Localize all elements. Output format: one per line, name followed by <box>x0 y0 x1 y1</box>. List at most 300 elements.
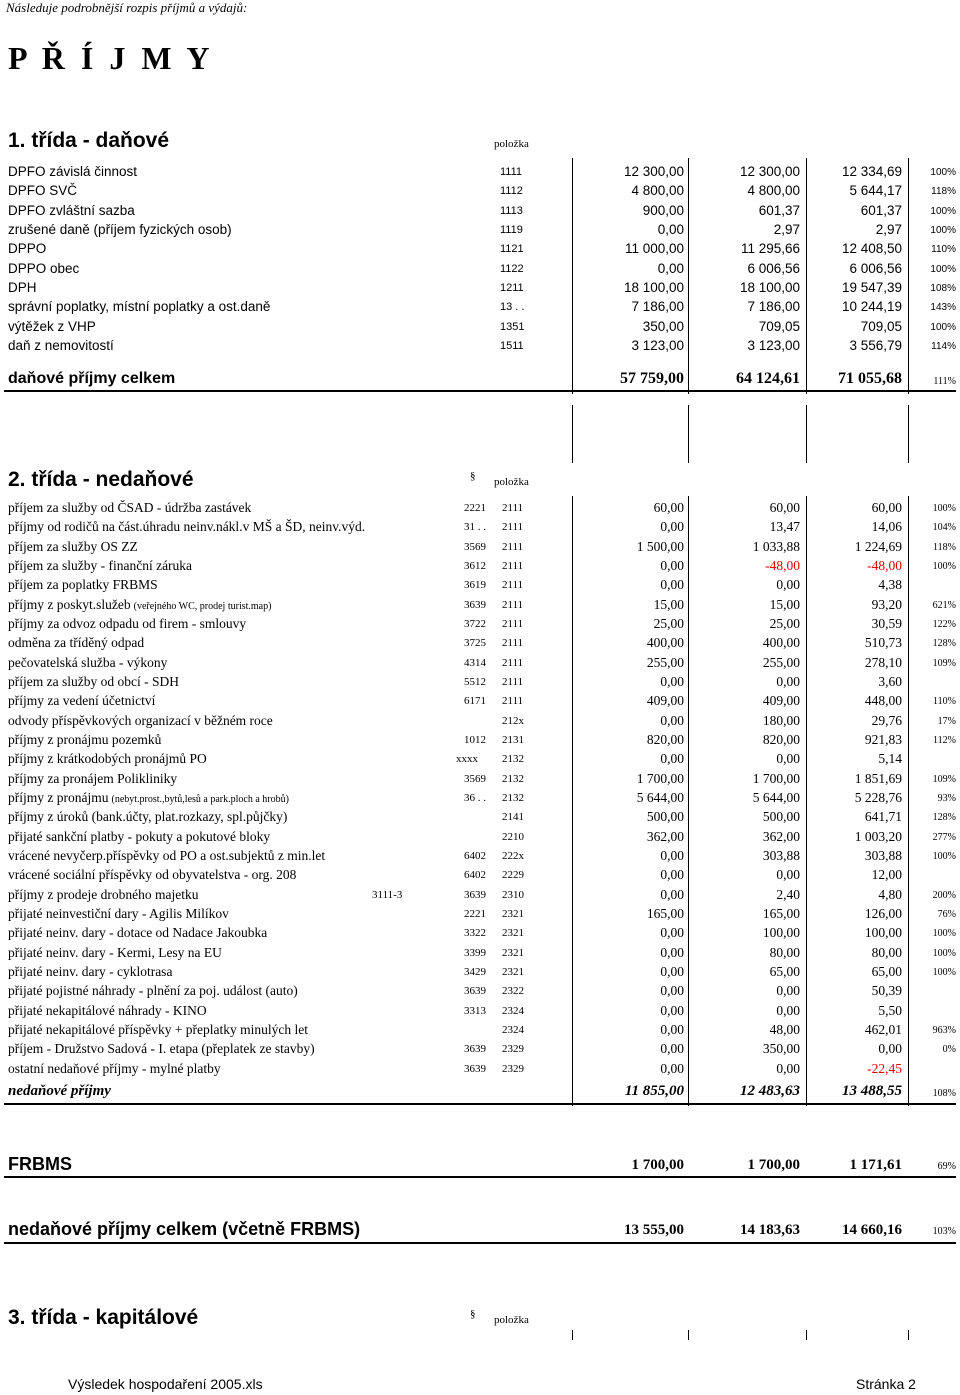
table-row <box>0 319 960 338</box>
frbms-value-3: 1 171,61 <box>849 1157 902 1173</box>
section-1-polozka-header: položka <box>494 138 529 150</box>
value-adjusted: 709,05 <box>758 318 800 334</box>
row-label: přijaté neinv. dary - dotace od Nadace Jakoubka <box>8 925 268 941</box>
column-divider <box>572 1330 573 1340</box>
row-label: DPFO SVČ <box>8 183 78 199</box>
total-incl-label: nedaňové příjmy celkem (včetně FRBMS) <box>8 1219 361 1239</box>
value-actual: 10 244,19 <box>841 299 902 315</box>
value-budget: 0,00 <box>660 712 684 728</box>
extra-code: 3111-3 <box>372 888 403 901</box>
percent-fulfilled: 621% <box>932 599 956 611</box>
row-label: přijaté pojistné náhrady - plnění za poj. událost (auto) <box>8 983 298 999</box>
value-adjusted: 25,00 <box>769 615 800 631</box>
value-actual: 19 547,39 <box>841 280 902 296</box>
row-label: příjmy z poskyt.služeb <box>8 596 131 612</box>
table-row <box>0 655 960 674</box>
value-budget: 60,00 <box>653 500 684 515</box>
percent-fulfilled: 109% <box>932 773 956 785</box>
percent-fulfilled: 100% <box>932 850 956 862</box>
paragraph-code: 2221 <box>464 502 486 514</box>
row-label-group <box>8 790 289 806</box>
value-budget: 400,00 <box>646 635 684 651</box>
polozka-code: 2321 <box>502 907 524 920</box>
table-row <box>0 1041 960 1060</box>
footer-filename: Výsledek hospodaření 2005.xls <box>68 1376 263 1392</box>
paragraph-code: 3399 <box>464 946 486 959</box>
total-value-3: 13 488,55 <box>842 1083 902 1099</box>
polozka-code: 2131 <box>502 733 524 746</box>
total-value-2: 12 483,63 <box>740 1083 800 1099</box>
value-actual: 1 851,69 <box>854 770 902 786</box>
percent-fulfilled: 122% <box>932 618 956 630</box>
row-label: správní poplatky, místní poplatky a ost.daně <box>8 299 271 315</box>
polozka-code: 2321 <box>502 946 524 959</box>
value-adjusted: 60,00 <box>769 500 800 515</box>
total-value-2: 64 124,61 <box>736 370 800 387</box>
value-adjusted: 65,00 <box>769 963 800 979</box>
column-divider <box>572 496 573 1106</box>
paragraph-code: 3639 <box>464 985 486 998</box>
table-row <box>0 500 960 519</box>
value-actual: 3,60 <box>878 673 902 689</box>
value-budget: 165,00 <box>646 905 684 921</box>
value-budget: 0,00 <box>660 751 684 767</box>
row-label: ostatní nedaňové příjmy - mylné platby <box>8 1060 221 1076</box>
value-actual: 0,00 <box>878 1041 902 1057</box>
polozka-code: 2111 <box>502 695 524 708</box>
total-incl-frbms-row <box>0 1219 960 1241</box>
value-actual: 921,83 <box>864 731 902 747</box>
table-row <box>0 635 960 654</box>
value-budget: 5 644,00 <box>636 789 684 805</box>
paragraph-code: 3612 <box>464 559 486 572</box>
column-divider <box>688 1330 689 1340</box>
row-label-note: (veřejného WC, prodej turist.map) <box>133 600 272 612</box>
value-actual: 5,50 <box>878 1002 902 1018</box>
row-label: příjmy z úroků (bank.účty, plat.rozkazy, spl.půjčky) <box>8 809 288 825</box>
row-label: daň z nemovitostí <box>8 338 114 354</box>
row-label: DPFO závislá činnost <box>8 164 138 179</box>
value-actual: 6 006,56 <box>849 260 902 276</box>
value-actual: 60,00 <box>871 500 902 515</box>
value-budget: 0,00 <box>660 847 684 863</box>
polozka-code: 1211 <box>500 282 524 295</box>
row-label: příjem za služby od ČSAD - údržba zastávek <box>8 500 252 515</box>
polozka-code: 2132 <box>502 772 524 785</box>
polozka-code: 1511 <box>500 340 524 353</box>
value-adjusted: 0,00 <box>776 867 800 883</box>
polozka-code: 2111 <box>502 502 524 514</box>
polozka-code: 2132 <box>502 791 524 804</box>
paragraph-code: 3322 <box>464 927 486 940</box>
column-divider <box>806 1330 807 1340</box>
polozka-code: 2229 <box>502 869 524 882</box>
polozka-code: 1119 <box>500 224 523 237</box>
value-actual: 29,76 <box>871 712 902 728</box>
paragraph-code: 2221 <box>464 907 486 920</box>
table-row <box>0 867 960 886</box>
percent-fulfilled: 0% <box>942 1044 956 1056</box>
column-divider <box>806 405 807 463</box>
value-adjusted: 2,40 <box>776 886 800 902</box>
paragraph-code: 4314 <box>464 656 486 669</box>
total-percent: 108% <box>932 1088 956 1099</box>
table-row <box>0 1003 960 1022</box>
value-actual: 3 556,79 <box>849 338 902 354</box>
row-label: příjmy od rodičů na část.úhradu neinv.nákl.v MŠ a ŠD, neinv.výd. <box>8 519 366 535</box>
table-row <box>0 597 960 616</box>
column-divider <box>908 158 909 394</box>
paragraph-code: 6402 <box>464 869 486 882</box>
value-budget: 7 186,00 <box>631 299 684 315</box>
percent-fulfilled: 17% <box>937 715 956 727</box>
column-divider <box>572 158 573 394</box>
value-budget: 1 500,00 <box>636 538 684 554</box>
footer-page-number: Stránka 2 <box>856 1376 916 1392</box>
percent-fulfilled: 100% <box>930 225 956 237</box>
value-adjusted: -48,00 <box>765 557 800 573</box>
frbms-row <box>0 1154 960 1176</box>
paragraph-code: 6171 <box>464 695 486 708</box>
value-budget: 820,00 <box>646 731 684 747</box>
value-adjusted: 400,00 <box>762 635 800 651</box>
value-adjusted: 0,00 <box>776 577 800 593</box>
value-actual: 12 408,50 <box>841 241 902 257</box>
row-label: zrušené daně (příjem fyzických osob) <box>8 222 232 238</box>
table-row <box>0 809 960 828</box>
value-adjusted: 0,00 <box>776 983 800 999</box>
percent-fulfilled: 100% <box>932 928 956 940</box>
value-adjusted: 500,00 <box>762 809 800 825</box>
polozka-code: 2324 <box>502 1004 524 1017</box>
value-adjusted: 180,00 <box>762 712 800 728</box>
value-actual: 30,59 <box>871 615 902 631</box>
table-row <box>0 261 960 280</box>
value-budget: 4 800,00 <box>631 183 684 199</box>
percent-fulfilled: 100% <box>930 167 956 178</box>
polozka-code: 2111 <box>502 521 524 534</box>
table-row <box>0 164 960 183</box>
polozka-code: 2321 <box>502 927 524 940</box>
paragraph-code: xxxx <box>456 753 478 766</box>
value-adjusted: 1 033,88 <box>752 538 800 554</box>
table-row <box>0 771 960 790</box>
row-label: DPFO zvláštní sazba <box>8 202 135 218</box>
value-adjusted: 165,00 <box>762 905 800 921</box>
percent-fulfilled: 100% <box>932 947 956 959</box>
value-budget: 12 300,00 <box>623 164 684 179</box>
table-row <box>0 1022 960 1041</box>
value-actual: 2,97 <box>875 222 902 238</box>
value-budget: 0,00 <box>660 519 684 535</box>
total-percent: 111% <box>933 376 956 387</box>
value-adjusted: 601,37 <box>758 202 800 218</box>
value-adjusted: 409,00 <box>762 693 800 709</box>
polozka-code: 2141 <box>502 811 524 824</box>
value-budget: 0,00 <box>660 1002 684 1018</box>
value-actual: 65,00 <box>871 963 902 979</box>
value-actual: -22,45 <box>867 1060 902 1076</box>
paragraph-code: 6402 <box>464 849 486 862</box>
section-3-heading: 3. třída - kapitálové <box>8 1306 199 1329</box>
column-divider <box>908 496 909 1106</box>
value-adjusted: 1 700,00 <box>752 770 800 786</box>
paragraph-code: 3429 <box>464 965 486 978</box>
value-actual: 709,05 <box>860 318 902 334</box>
value-adjusted: 48,00 <box>769 1021 800 1037</box>
paragraph-code: 3722 <box>464 617 486 630</box>
column-divider <box>688 496 689 1106</box>
table-row <box>0 183 960 202</box>
value-adjusted: 3 123,00 <box>747 338 800 354</box>
value-actual: 303,88 <box>864 847 902 863</box>
polozka-code: 2324 <box>502 1023 524 1036</box>
total-value-1: 11 855,00 <box>624 1083 684 1099</box>
percent-fulfilled: 100% <box>930 263 956 275</box>
percent-fulfilled: 277% <box>932 831 956 843</box>
table-row <box>0 732 960 751</box>
value-actual: 5 228,76 <box>854 789 902 805</box>
row-label: příjmy z krátkodobých pronájmů PO <box>8 751 207 767</box>
column-divider <box>806 158 807 394</box>
percent-fulfilled: 100% <box>930 205 956 217</box>
polozka-code: 1112 <box>500 185 523 198</box>
percent-fulfilled: 128% <box>932 638 956 650</box>
polozka-code: 1351 <box>500 320 525 333</box>
section-1-heading: 1. třída - daňové <box>8 129 170 152</box>
table-row <box>0 577 960 596</box>
section-3-paragraph-marker: § <box>470 1308 476 1320</box>
value-budget: 18 100,00 <box>623 280 684 296</box>
polozka-code: 2111 <box>502 559 524 572</box>
table-row <box>0 280 960 299</box>
column-divider <box>908 1330 909 1340</box>
polozka-code: 222x <box>502 849 524 862</box>
total-incl-value-2: 14 183,63 <box>740 1222 800 1238</box>
table-row <box>0 848 960 867</box>
row-label: příjmy za pronájem Polikliniky <box>8 770 178 786</box>
row-label: odvody příspěvkových organizací v běžném roce <box>8 712 273 728</box>
paragraph-code: 3639 <box>464 1043 486 1056</box>
section-1-total-row <box>0 370 960 392</box>
value-budget: 0,00 <box>660 925 684 941</box>
value-budget: 0,00 <box>660 1021 684 1037</box>
paragraph-code: 1012 <box>464 733 486 746</box>
value-actual: 1 003,20 <box>854 828 902 844</box>
paragraph-code: 3313 <box>464 1004 486 1017</box>
table-row <box>0 299 960 318</box>
value-actual: 4,80 <box>878 886 902 902</box>
polozka-code: 2329 <box>502 1062 524 1075</box>
value-adjusted: 13,47 <box>769 519 800 535</box>
value-adjusted: 7 186,00 <box>747 299 800 315</box>
value-actual: 5,14 <box>878 751 902 767</box>
percent-fulfilled: 118% <box>931 186 956 198</box>
value-budget: 0,00 <box>660 983 684 999</box>
percent-fulfilled: 128% <box>932 812 956 824</box>
total-incl-underline <box>4 1242 956 1244</box>
table-row <box>0 829 960 848</box>
table-row <box>0 616 960 635</box>
value-budget: 0,00 <box>660 577 684 593</box>
value-actual: 93,20 <box>871 596 902 612</box>
value-budget: 0,00 <box>660 944 684 960</box>
row-label: příjmy z pronájmu <box>8 789 109 805</box>
percent-fulfilled: 76% <box>937 908 956 920</box>
frbms-value-1: 1 700,00 <box>631 1157 684 1173</box>
value-budget: 0,00 <box>657 260 684 276</box>
value-actual: 601,37 <box>860 202 902 218</box>
table-row <box>0 539 960 558</box>
value-budget: 0,00 <box>660 673 684 689</box>
value-adjusted: 0,00 <box>776 1002 800 1018</box>
value-adjusted: 15,00 <box>769 596 800 612</box>
intro-text: Následuje podrobnější rozpis příjmů a výdajů: <box>6 0 248 15</box>
value-actual: 50,39 <box>871 983 902 999</box>
value-actual: 278,10 <box>864 654 902 670</box>
percent-fulfilled: 100% <box>930 321 956 333</box>
value-actual: 12 334,69 <box>841 164 902 179</box>
value-adjusted: 362,00 <box>762 828 800 844</box>
value-adjusted: 255,00 <box>762 654 800 670</box>
table-row <box>0 790 960 809</box>
percent-fulfilled: 100% <box>932 966 956 978</box>
polozka-code: 1111 <box>500 166 523 178</box>
polozka-code: 2111 <box>502 540 524 553</box>
value-actual: 462,01 <box>864 1021 902 1037</box>
row-label: přijaté neinv. dary - Kermi, Lesy na EU <box>8 944 222 960</box>
table-row <box>0 906 960 925</box>
row-label: vrácené nevyčerp.příspěvky od PO a ost.subjektů z min.let <box>8 847 326 863</box>
value-budget: 0,00 <box>660 1060 684 1076</box>
value-adjusted: 5 644,00 <box>752 789 800 805</box>
frbms-value-2: 1 700,00 <box>747 1157 800 1173</box>
polozka-code: 2111 <box>502 637 524 650</box>
value-actual: 5 644,17 <box>849 183 902 199</box>
paragraph-code: 3569 <box>464 540 486 553</box>
frbms-underline <box>4 1176 956 1178</box>
paragraph-code: 3639 <box>464 1062 486 1075</box>
value-budget: 0,00 <box>660 557 684 573</box>
polozka-code: 2111 <box>502 579 524 592</box>
table-row <box>0 925 960 944</box>
value-budget: 1 700,00 <box>636 770 684 786</box>
table-row <box>0 983 960 1002</box>
percent-fulfilled: 200% <box>932 889 956 901</box>
percent-fulfilled: 110% <box>933 696 956 708</box>
value-budget: 255,00 <box>646 654 684 670</box>
total-value-1: 57 759,00 <box>620 370 684 387</box>
row-label: přijaté nekapitálové příspěvky + přeplatky minulých let <box>8 1021 309 1037</box>
percent-fulfilled: 112% <box>933 734 956 746</box>
polozka-code: 2111 <box>502 617 524 630</box>
table-row <box>0 693 960 712</box>
value-actual: 126,00 <box>864 905 902 921</box>
value-budget: 15,00 <box>653 596 684 612</box>
value-adjusted: 12 300,00 <box>739 164 800 179</box>
value-adjusted: 0,00 <box>776 1060 800 1076</box>
value-budget: 362,00 <box>646 828 684 844</box>
paragraph-code: 3725 <box>464 637 486 650</box>
row-label: příjem za poplatky FRBMS <box>8 577 158 593</box>
row-label: výtěžek z VHP <box>8 318 96 334</box>
table-row <box>0 751 960 770</box>
value-actual: -48,00 <box>867 557 902 573</box>
row-label: vrácené sociální příspěvky od obyvatelstva - org. 208 <box>8 867 297 883</box>
percent-fulfilled: 114% <box>931 341 956 353</box>
percent-fulfilled: 963% <box>932 1024 956 1036</box>
row-label: odměna za tříděný odpad <box>8 635 145 651</box>
row-label: DPH <box>8 280 37 296</box>
paragraph-code: 31 . . <box>464 521 486 534</box>
row-label: DPPO <box>8 241 47 257</box>
total-label: daňové příjmy celkem <box>8 370 176 387</box>
table-row <box>0 203 960 222</box>
value-adjusted: 303,88 <box>762 847 800 863</box>
percent-fulfilled: 118% <box>933 541 956 553</box>
value-actual: 510,73 <box>864 635 902 651</box>
frbms-label: FRBMS <box>8 1154 72 1174</box>
polozka-code: 2210 <box>502 830 524 843</box>
table-row <box>0 222 960 241</box>
table-row <box>0 945 960 964</box>
value-budget: 0,00 <box>660 867 684 883</box>
row-label: příjem za služby - finanční záruka <box>8 557 193 573</box>
paragraph-code: 5512 <box>464 675 486 688</box>
value-adjusted: 0,00 <box>776 673 800 689</box>
section-2-paragraph-marker: § <box>470 470 476 482</box>
frbms-percent: 69% <box>937 1161 956 1172</box>
value-adjusted: 6 006,56 <box>747 260 800 276</box>
value-budget: 0,00 <box>660 1041 684 1057</box>
row-label: příjem za služby od obcí - SDH <box>8 673 179 689</box>
value-actual: 12,00 <box>871 867 902 883</box>
polozka-code: 212x <box>502 714 524 727</box>
percent-fulfilled: 108% <box>930 283 956 295</box>
percent-fulfilled: 100% <box>932 503 956 514</box>
section-2-polozka-header: položka <box>494 476 529 488</box>
total-underline <box>4 390 956 392</box>
percent-fulfilled: 143% <box>930 302 956 314</box>
total-incl-value-1: 13 555,00 <box>624 1222 684 1238</box>
value-budget: 11 000,00 <box>624 241 684 257</box>
section-2-heading: 2. třída - nedaňové <box>8 468 194 491</box>
table-row <box>0 1061 960 1080</box>
value-budget: 409,00 <box>646 693 684 709</box>
value-budget: 350,00 <box>642 318 684 334</box>
polozka-code: 2111 <box>502 656 524 669</box>
column-divider <box>908 405 909 463</box>
polozka-code: 13 . . <box>500 301 525 314</box>
row-label: příjem za služby OS ZZ <box>8 538 138 554</box>
row-label: příjmy z pronájmu pozemků <box>8 731 162 747</box>
percent-fulfilled: 104% <box>932 522 956 534</box>
polozka-code: 2310 <box>502 888 524 901</box>
value-adjusted: 11 295,66 <box>740 241 800 257</box>
polozka-code: 2321 <box>502 965 524 978</box>
paragraph-code: 3639 <box>464 598 486 611</box>
polozka-code: 1121 <box>500 243 524 256</box>
value-actual: 80,00 <box>871 944 902 960</box>
total-underline <box>4 1103 956 1105</box>
page-title: P Ř Í J M Y <box>8 40 214 76</box>
row-label: přijaté neinvestiční dary - Agilis Milíkov <box>8 905 229 921</box>
polozka-code: 2322 <box>502 985 524 998</box>
value-actual: 1 224,69 <box>854 538 902 554</box>
total-value-3: 71 055,68 <box>838 370 902 387</box>
value-budget: 25,00 <box>653 615 684 631</box>
value-adjusted: 80,00 <box>769 944 800 960</box>
